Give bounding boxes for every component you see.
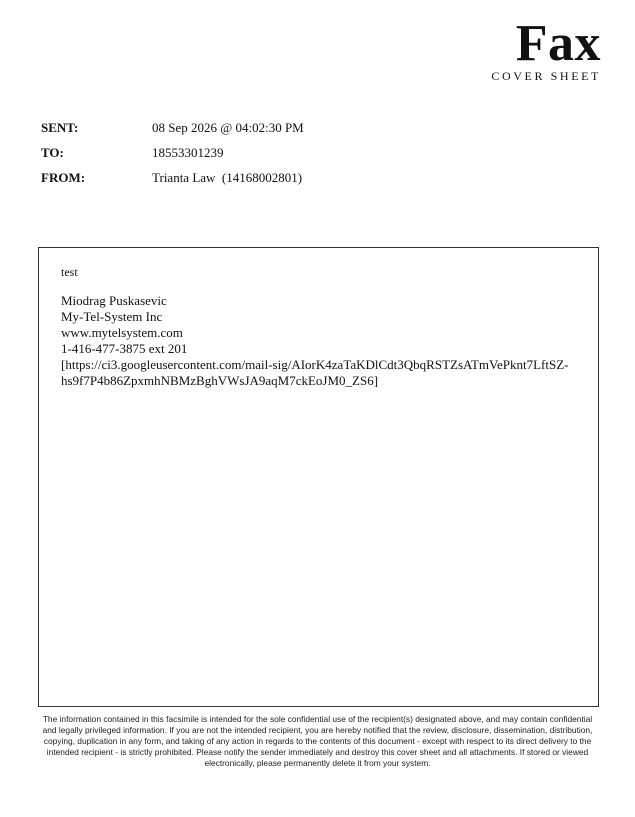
to-value: 18553301239 [152, 145, 224, 160]
to-label: TO: [41, 145, 64, 160]
from-value: Trianta Law (14168002801) [152, 170, 303, 185]
signature-image-link-line-2: hs9f7P4b86ZpxmhNBMzBghVWsJA9aqM7ckEoJM0_ZS6] [61, 373, 379, 388]
from-label: FROM: [41, 170, 86, 185]
fax-subtitle: COVER SHEET [491, 69, 601, 83]
sent-label: SENT: [41, 120, 79, 135]
message-subject: test [61, 265, 78, 279]
fax-title: Fax [515, 15, 601, 72]
signature-name: Miodrag Puskasevic [61, 293, 167, 308]
sent-row [41, 120, 441, 145]
fax-header [461, 15, 601, 84]
signature-company: My-Tel-System Inc [61, 309, 163, 324]
confidentiality-disclaimer: The information contained in this facsimile is intended for the sole confidential use of the recipient(s) designated above, and may contain confidential and legally privileged information. If you are not the intended recipient, you are hereby notified that the review, disclosure, dissemination, distribution, copying, duplication in any form, and taking of any action in regards to the contents of this document - except with respect to its direct delivery to the intended recipient - is strictly prohibited. Please notify the sender immediately and destroy this cover sheet and all attachments. If stored or viewed electronically, please permanently delete it from your system. [42, 714, 593, 768]
signature-website: www.mytelsystem.com [61, 325, 183, 340]
from-row [41, 170, 441, 195]
signature-phone: 1-416-477-3875 ext 201 [61, 341, 188, 356]
message-box [38, 247, 599, 707]
message-content [61, 264, 572, 389]
signature-image-link-line-1: [https://ci3.googleusercontent.com/mail-sig/AIorK4zaTaKDlCdt3QbqRSTZsATmVePknt7LftSZ- [61, 357, 569, 372]
sent-value: 08 Sep 2026 @ 04:02:30 PM [152, 120, 304, 135]
signature-block [61, 293, 572, 389]
fax-details [41, 120, 441, 195]
to-row [41, 145, 441, 170]
